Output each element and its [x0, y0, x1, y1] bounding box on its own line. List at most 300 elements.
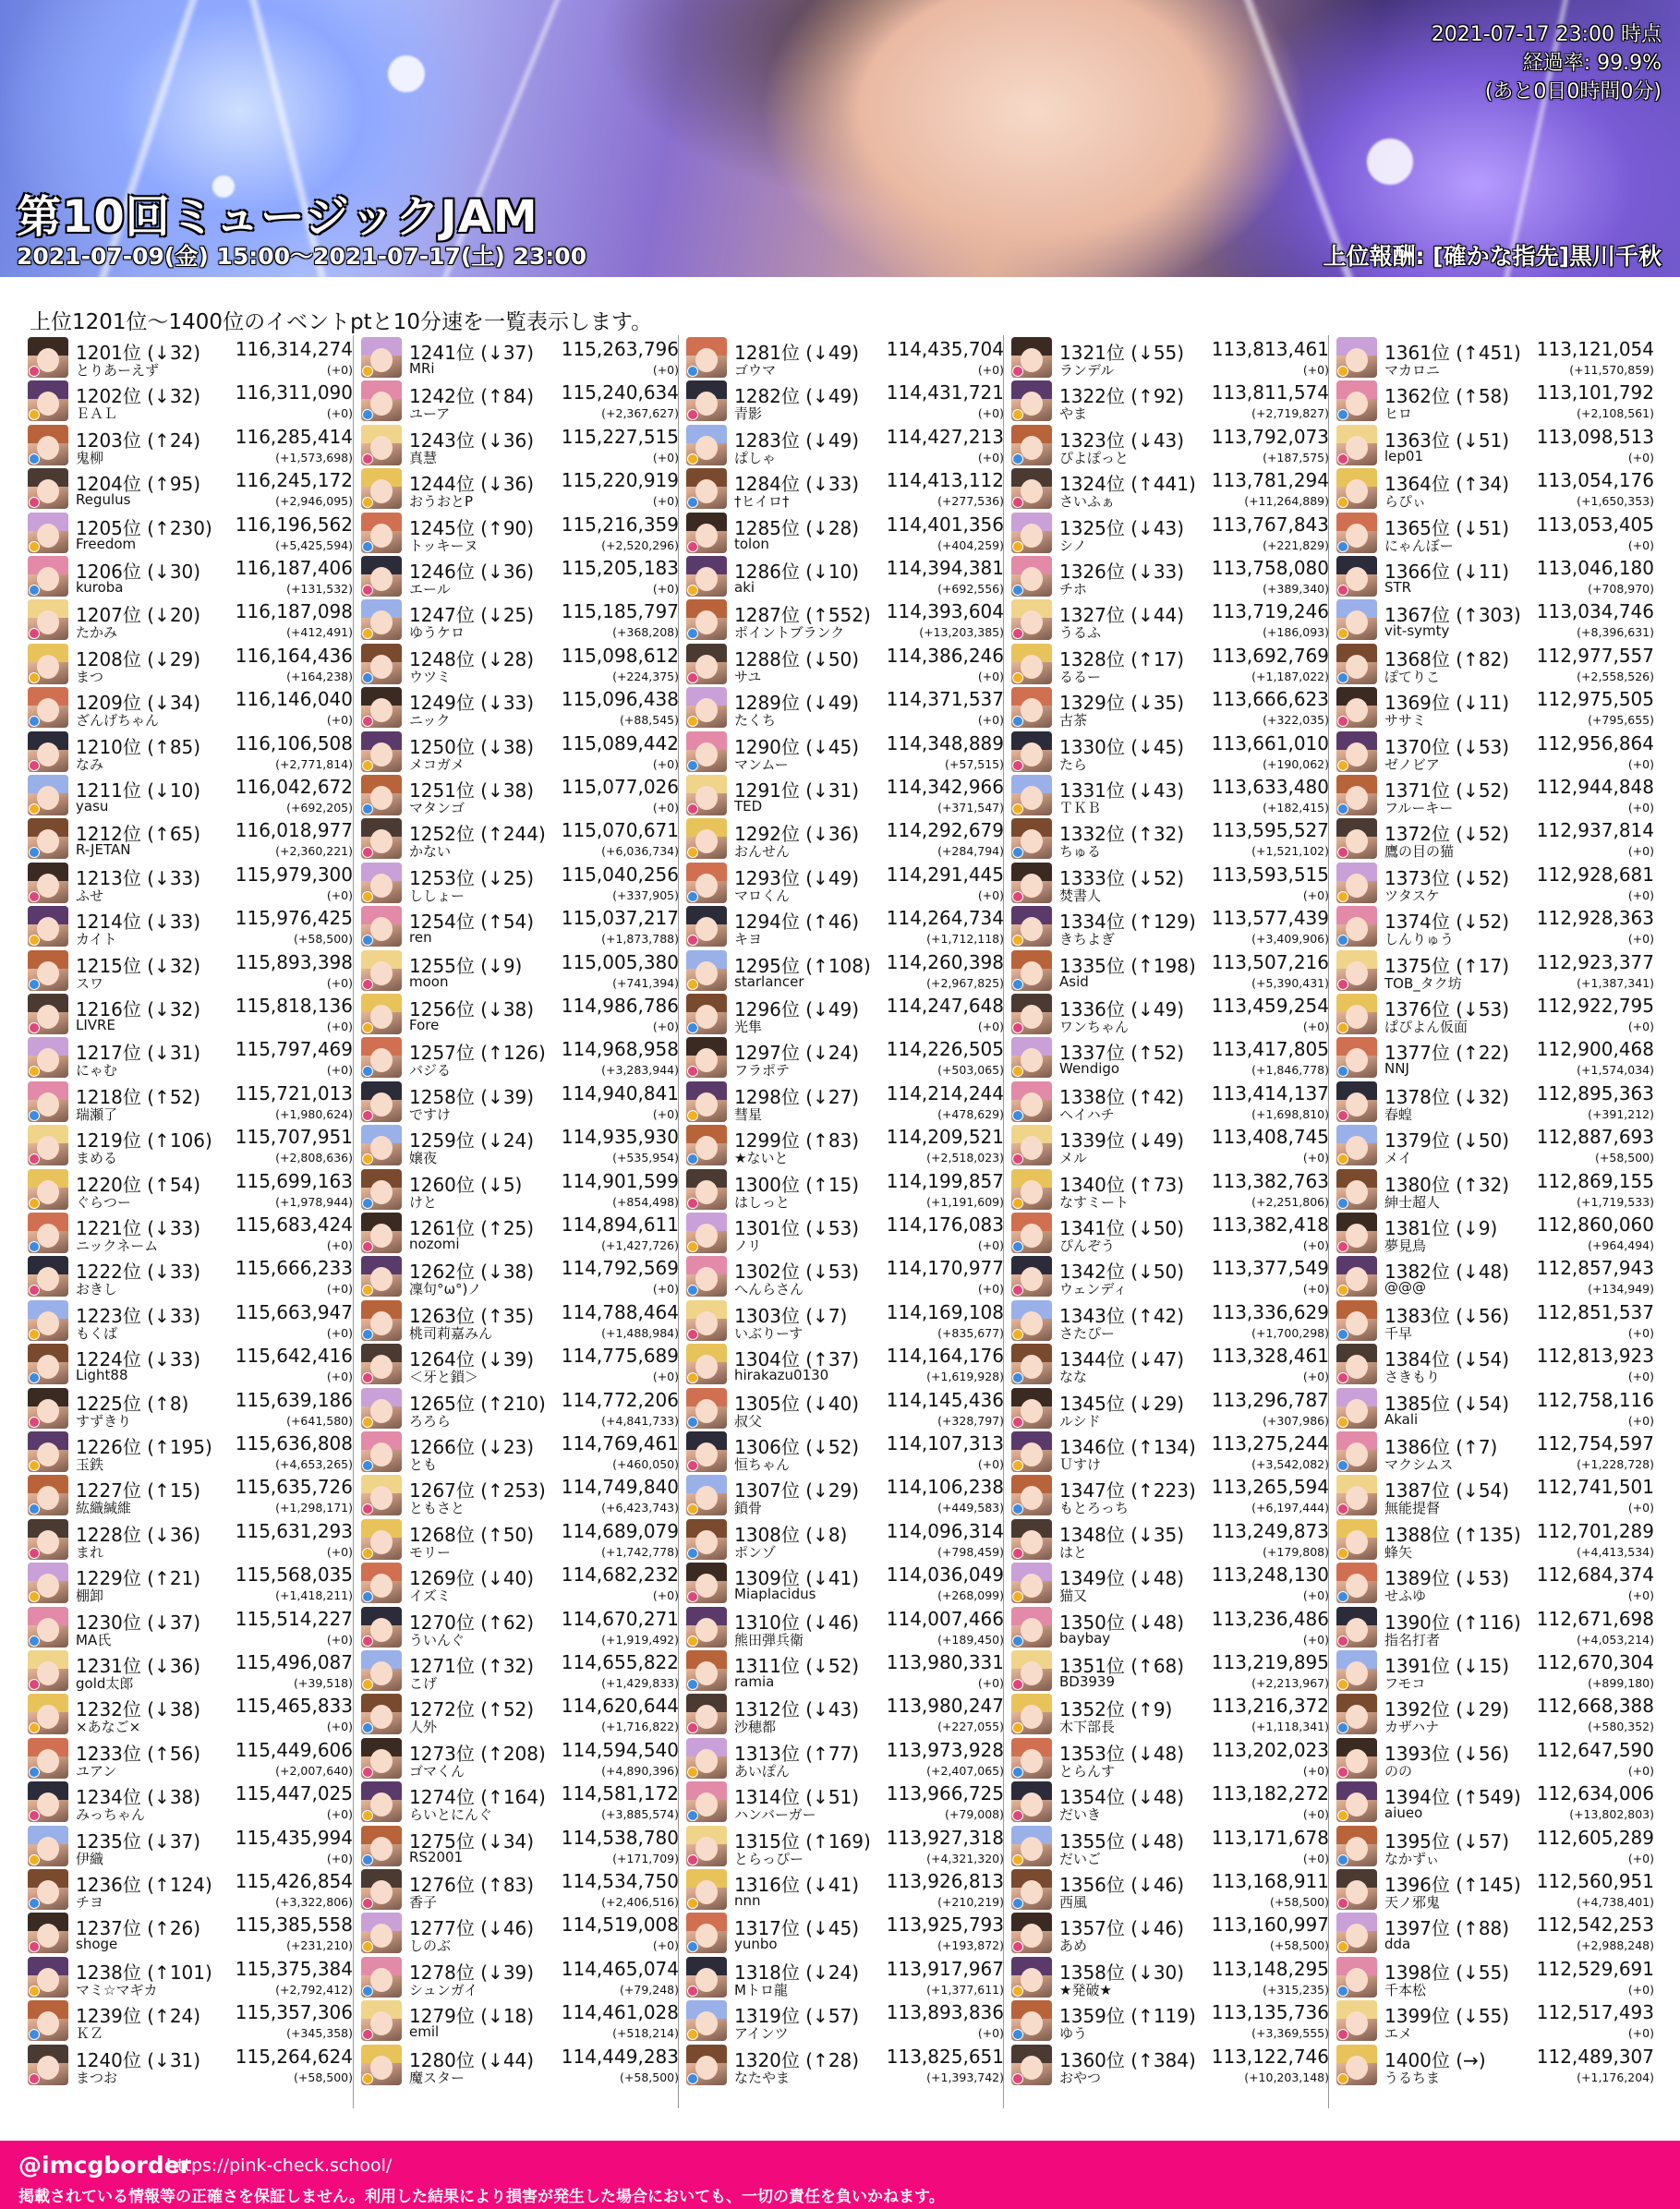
ranking-row — [28, 1035, 353, 1079]
idol-avatar-icon — [686, 1957, 727, 1998]
producer-name: Freedom — [76, 535, 137, 552]
producer-name: とりあーえず — [76, 362, 160, 379]
event-points: 113,216,372 — [1211, 1695, 1329, 1718]
attribute-badge-icon — [1012, 366, 1023, 377]
top-reward: 上位報酬: [確かな指先]黒川千秋 — [1323, 243, 1662, 270]
ranking-row — [686, 1605, 1004, 1648]
ten-minute-speed: (+0) — [326, 1851, 353, 1865]
idol-avatar-icon — [686, 425, 727, 465]
attribute-badge-icon — [362, 1417, 373, 1428]
producer-name: ふせ — [76, 887, 104, 904]
idol-avatar-icon — [1336, 1957, 1377, 1998]
rank-change: 1278位 (↓39) — [409, 1961, 535, 1984]
idol-avatar-icon — [28, 818, 68, 859]
ten-minute-speed: (+0) — [977, 2026, 1004, 2041]
producer-name: STR — [1384, 579, 1412, 596]
producer-name: なみ — [76, 755, 104, 773]
ten-minute-speed: (+227,055) — [937, 1720, 1004, 1734]
producer-name: 鷹の目の猫 — [1384, 843, 1455, 861]
rank-change: 1323位 (↓43) — [1059, 429, 1185, 452]
event-points: 113,122,746 — [1211, 2045, 1329, 2068]
attribute-badge-icon — [1012, 1417, 1023, 1428]
event-points: 115,666,233 — [235, 1257, 353, 1280]
ten-minute-speed: (+1,377,611) — [926, 1982, 1004, 1997]
event-points: 114,986,786 — [561, 995, 679, 1017]
rank-change: 1276位 (↑83) — [409, 1874, 535, 1896]
producer-name: 紘織緘維 — [76, 1500, 132, 1517]
rank-change: 1294位 (↑46) — [734, 911, 860, 934]
idol-avatar-icon — [686, 950, 727, 991]
idol-avatar-icon — [1011, 380, 1052, 421]
producer-name: ユアン — [76, 1762, 117, 1780]
ranking-row — [686, 1998, 1004, 2042]
rank-change: 1244位 (↓36) — [409, 473, 535, 496]
attribute-badge-icon — [687, 1372, 698, 1383]
rank-change: 1353位 (↓48) — [1059, 1742, 1185, 1765]
producer-name: カイト — [76, 931, 117, 948]
producer-name: RS2001 — [409, 1848, 464, 1865]
event-points: 115,642,416 — [235, 1345, 353, 1368]
producer-name: LIVRE — [76, 1017, 115, 1033]
idol-avatar-icon — [1336, 1213, 1377, 1253]
producer-name: おんせん — [734, 843, 791, 861]
idol-avatar-icon — [28, 425, 68, 465]
rank-change: 1322位 (↑92) — [1059, 385, 1185, 408]
idol-avatar-icon — [28, 380, 68, 421]
attribute-badge-icon — [1337, 1810, 1348, 1821]
rank-change: 1273位 (↑208) — [409, 1742, 546, 1765]
event-points: 115,683,424 — [235, 1213, 353, 1236]
ranking-row — [686, 1955, 1004, 1998]
producer-name: ニック — [409, 712, 451, 730]
attribute-badge-icon — [687, 1285, 698, 1296]
ten-minute-speed: (+798,459) — [937, 1544, 1004, 1559]
event-points: 113,781,294 — [1211, 469, 1329, 492]
attribute-badge-icon — [1337, 1503, 1348, 1515]
attribute-badge-icon — [362, 1986, 373, 1997]
ranking-row — [1011, 773, 1329, 816]
ranking-row — [1011, 1211, 1329, 1254]
idol-avatar-icon — [1011, 1125, 1052, 1165]
ranking-row — [28, 1692, 353, 1735]
rank-change: 1305位 (↓40) — [734, 1392, 860, 1415]
ranking-row — [1336, 335, 1654, 379]
event-points: 113,171,678 — [1211, 1826, 1329, 1849]
ten-minute-speed: (+0) — [326, 713, 353, 728]
event-points: 113,098,513 — [1536, 425, 1654, 448]
producer-name: ★発破★ — [1059, 1981, 1112, 1998]
ten-minute-speed: (+1,387,341) — [1577, 975, 1654, 990]
rank-change: 1387位 (↓54) — [1384, 1479, 1510, 1503]
ten-minute-speed: (+0) — [652, 1938, 679, 1953]
producer-name: 古茶 — [1059, 712, 1088, 730]
ten-minute-speed: (+2,108,561) — [1577, 406, 1654, 421]
event-points: 115,514,227 — [235, 1607, 353, 1630]
idol-avatar-icon — [686, 468, 727, 509]
event-points: 112,701,289 — [1536, 1519, 1654, 1542]
site-link[interactable]: https://pink-check.school/ — [166, 2155, 393, 2176]
attribute-badge-icon — [362, 628, 373, 639]
twitter-handle[interactable]: @imcgborder — [18, 2152, 191, 2179]
ranking-row — [1011, 642, 1329, 685]
ranking-row — [1336, 598, 1654, 641]
idol-avatar-icon — [686, 337, 727, 378]
attribute-badge-icon — [1012, 1941, 1023, 1952]
event-points: 115,096,438 — [561, 688, 679, 711]
rank-change: 1377位 (↑22) — [1384, 1042, 1510, 1065]
ranking-row — [361, 379, 679, 422]
rank-change: 1317位 (↓45) — [734, 1917, 860, 1940]
rank-change: 1386位 (↑7) — [1384, 1436, 1498, 1458]
idol-avatar-icon — [1011, 950, 1052, 991]
ten-minute-speed: (+179,808) — [1263, 1544, 1329, 1559]
attribute-badge-icon — [29, 672, 40, 683]
attribute-badge-icon — [687, 1022, 698, 1033]
producer-name: NNJ — [1384, 1060, 1409, 1078]
ten-minute-speed: (+13,203,385) — [919, 625, 1004, 640]
event-points: 114,655,822 — [561, 1651, 679, 1673]
ranking-row — [1336, 1605, 1654, 1648]
attribute-badge-icon — [1337, 672, 1348, 683]
ten-minute-speed: (+190,062) — [1263, 756, 1329, 771]
producer-name: ノリ — [734, 1237, 762, 1254]
rank-change: 1334位 (↑129) — [1059, 911, 1196, 934]
attribute-badge-icon — [1012, 1066, 1023, 1077]
attribute-badge-icon — [1337, 1854, 1348, 1865]
attribute-badge-icon — [1337, 760, 1348, 771]
event-points: 114,772,206 — [561, 1388, 679, 1411]
ranking-row — [28, 1561, 353, 1604]
event-points: 114,968,958 — [561, 1038, 679, 1061]
attribute-badge-icon — [362, 1153, 373, 1165]
producer-name: ポイントブランク — [734, 624, 845, 642]
ranking-column — [678, 335, 1003, 2108]
attribute-badge-icon — [29, 1110, 40, 1121]
rank-change: 1370位 (↓53) — [1384, 735, 1510, 758]
attribute-badge-icon — [362, 1372, 373, 1383]
ranking-row — [1336, 1692, 1654, 1735]
ranking-row — [361, 1473, 679, 1516]
ten-minute-speed: (+0) — [326, 975, 353, 990]
event-points: 113,148,295 — [1211, 1957, 1329, 1980]
ranking-row — [1011, 1298, 1329, 1342]
idol-avatar-icon — [686, 1256, 727, 1297]
ten-minute-speed: (+322,035) — [1263, 713, 1329, 728]
producer-name: @@@ — [1384, 1279, 1426, 1297]
producer-name: Akali — [1384, 1410, 1419, 1428]
idol-avatar-icon — [1011, 1037, 1052, 1078]
idol-avatar-icon — [361, 1388, 402, 1429]
producer-name: ゴウマ — [734, 362, 777, 379]
ten-minute-speed: (+0) — [977, 713, 1004, 728]
producer-name: アインツ — [734, 2025, 789, 2043]
ranking-row — [28, 904, 353, 948]
ranking-row — [686, 642, 1004, 685]
ten-minute-speed: (+3,542,082) — [1251, 1457, 1329, 1471]
producer-name: lep01 — [1384, 447, 1424, 465]
attribute-badge-icon — [687, 2029, 698, 2040]
ranking-row — [1336, 1473, 1654, 1516]
idol-avatar-icon — [1011, 1344, 1052, 1384]
event-points: 114,036,049 — [886, 1563, 1004, 1587]
ranking-row — [1011, 685, 1329, 729]
idol-avatar-icon — [28, 1125, 68, 1165]
attribute-badge-icon — [687, 1941, 698, 1952]
idol-avatar-icon — [1336, 1781, 1377, 1822]
idol-avatar-icon — [1336, 1125, 1377, 1165]
ranking-row — [686, 335, 1004, 379]
attribute-badge-icon — [1337, 1110, 1348, 1121]
ten-minute-speed: (+10,203,148) — [1244, 2070, 1329, 2084]
ranking-row — [1336, 1211, 1654, 1254]
idol-avatar-icon — [361, 1081, 402, 1122]
ten-minute-speed: (+0) — [652, 1020, 679, 1033]
ten-minute-speed: (+2,946,095) — [275, 494, 353, 509]
ten-minute-speed: (+0) — [326, 1020, 353, 1033]
producer-name: BD3939 — [1059, 1673, 1116, 1690]
attribute-badge-icon — [1337, 1591, 1348, 1602]
event-points: 114,176,083 — [886, 1213, 1004, 1236]
ranking-row — [1011, 511, 1329, 554]
idol-avatar-icon — [686, 1125, 727, 1165]
idol-avatar-icon — [28, 2045, 68, 2085]
idol-avatar-icon — [28, 556, 68, 597]
ranking-row — [686, 1211, 1004, 1254]
attribute-badge-icon — [1337, 1767, 1348, 1778]
ranking-row — [1336, 1298, 1654, 1342]
event-points: 114,935,930 — [561, 1126, 679, 1149]
ten-minute-speed: (+1,712,118) — [926, 932, 1004, 947]
event-points: 114,620,644 — [561, 1695, 679, 1718]
ten-minute-speed: (+0) — [1302, 1020, 1329, 1033]
producer-name: あいぽん — [734, 1762, 791, 1780]
rank-change: 1293位 (↓49) — [734, 866, 860, 889]
ten-minute-speed: (+518,214) — [612, 2026, 679, 2041]
attribute-badge-icon — [1337, 541, 1348, 552]
rank-change: 1389位 (↓53) — [1384, 1567, 1510, 1590]
event-points: 115,636,808 — [235, 1432, 353, 1455]
ten-minute-speed: (+1,574,034) — [1577, 1063, 1654, 1078]
producer-name: MA氏 — [76, 1631, 112, 1648]
attribute-badge-icon — [362, 1636, 373, 1647]
attribute-badge-icon — [1012, 497, 1023, 508]
event-points: 112,937,814 — [1536, 819, 1654, 842]
ten-minute-speed: (+0) — [1627, 844, 1654, 859]
event-points: 113,382,763 — [1211, 1169, 1329, 1192]
attribute-badge-icon — [1337, 1066, 1348, 1077]
producer-name: ういんぐ — [409, 1631, 465, 1648]
ranking-row — [361, 1780, 679, 1823]
idol-avatar-icon — [361, 1607, 402, 1648]
ranking-row — [361, 423, 679, 466]
rank-change: 1324位 (↑441) — [1059, 473, 1196, 496]
attribute-badge-icon — [687, 1241, 698, 1252]
ranking-row — [1336, 1386, 1654, 1430]
idol-avatar-icon — [361, 1519, 402, 1560]
rank-change: 1296位 (↓49) — [734, 998, 860, 1020]
rank-change: 1360位 (↑384) — [1059, 2048, 1196, 2071]
ten-minute-speed: (+0) — [652, 801, 679, 815]
ten-minute-speed: (+0) — [1302, 1632, 1329, 1647]
producer-name: まつ — [76, 668, 104, 685]
producer-name: 瑞瀬了 — [76, 1105, 118, 1123]
event-points: 113,275,244 — [1211, 1432, 1329, 1455]
rank-change: 1239位 (↑24) — [76, 2005, 201, 2028]
event-points: 114,465,074 — [561, 1957, 679, 1980]
rank-change: 1385位 (↓54) — [1384, 1392, 1510, 1415]
ten-minute-speed: (+0) — [326, 363, 353, 377]
attribute-badge-icon — [687, 1066, 698, 1077]
event-points: 112,670,304 — [1536, 1651, 1654, 1673]
ten-minute-speed: (+1,298,171) — [275, 1501, 353, 1515]
ten-minute-speed: (+345,358) — [286, 2026, 353, 2041]
ranking-row — [1011, 1517, 1329, 1561]
attribute-badge-icon — [362, 2073, 373, 2084]
producer-name: Miaplacidus — [734, 1586, 816, 1603]
rank-change: 1318位 (↓24) — [734, 1961, 860, 1984]
attribute-badge-icon — [687, 1898, 698, 1909]
producer-name: Light88 — [76, 1367, 128, 1384]
event-points: 113,593,515 — [1211, 863, 1329, 886]
event-points: 113,249,873 — [1211, 1519, 1329, 1542]
producer-name: 香子 — [409, 1894, 438, 1911]
event-points: 114,164,176 — [886, 1345, 1004, 1368]
idol-avatar-icon — [28, 1256, 68, 1297]
idol-avatar-icon — [28, 1607, 68, 1648]
ten-minute-speed: (+4,053,214) — [1577, 1632, 1654, 1647]
producer-name: ゆうケロ — [409, 624, 465, 642]
rank-change: 1201位 (↓32) — [76, 342, 201, 364]
producer-name: 熊田弾兵衛 — [734, 1631, 804, 1648]
rank-change: 1354位 (↓48) — [1059, 1786, 1185, 1809]
ten-minute-speed: (+0) — [326, 1063, 353, 1078]
rank-change: 1259位 (↓24) — [409, 1129, 535, 1153]
ten-minute-speed: (+4,890,396) — [601, 1763, 679, 1778]
idol-avatar-icon — [28, 1475, 68, 1515]
ten-minute-speed: (+835,677) — [937, 1325, 1004, 1340]
ten-minute-speed: (+0) — [1627, 1763, 1654, 1778]
ranking-row — [1011, 1605, 1329, 1648]
rank-change: 1396位 (↑145) — [1384, 1874, 1521, 1896]
attribute-badge-icon — [29, 1722, 40, 1733]
idol-avatar-icon — [1011, 1781, 1052, 1822]
event-points: 116,106,508 — [235, 731, 353, 754]
ranking-row — [361, 1998, 679, 2042]
producer-name: 魔スター — [409, 2069, 465, 2086]
event-points: 112,900,468 — [1536, 1038, 1654, 1061]
attribute-badge-icon — [29, 497, 40, 508]
attribute-badge-icon — [1012, 935, 1023, 946]
rank-change: 1332位 (↑32) — [1059, 823, 1185, 846]
rank-change: 1394位 (↑549) — [1384, 1786, 1521, 1809]
event-points: 115,797,469 — [235, 1038, 353, 1061]
attribute-badge-icon — [1337, 1722, 1348, 1733]
ten-minute-speed: (+0) — [1627, 450, 1654, 465]
producer-name: dda — [1384, 1936, 1411, 1953]
rank-change: 1393位 (↓56) — [1384, 1742, 1510, 1765]
rank-change: 1347位 (↑223) — [1059, 1479, 1196, 1503]
rank-change: 1327位 (↓44) — [1059, 604, 1185, 627]
event-points: 115,264,624 — [235, 2045, 353, 2068]
rank-change: 1225位 (↑8) — [76, 1392, 189, 1415]
ranking-row — [1011, 1561, 1329, 1604]
ranking-row — [686, 773, 1004, 816]
event-points: 114,435,704 — [886, 338, 1004, 360]
event-points: 114,260,398 — [886, 950, 1004, 973]
producer-name: にゃむ — [76, 1062, 117, 1080]
ten-minute-speed: (+13,802,803) — [1569, 1807, 1654, 1822]
ranking-row — [1336, 466, 1654, 510]
producer-name: さいふぁ — [1059, 493, 1116, 511]
producer-name: スワ — [76, 974, 104, 992]
idol-avatar-icon — [1011, 687, 1052, 728]
producer-name: gold太郎 — [76, 1675, 134, 1692]
ranking-row — [361, 1430, 679, 1473]
attribute-badge-icon — [1337, 1329, 1348, 1340]
event-points: 114,519,008 — [561, 1913, 679, 1937]
attribute-badge-icon — [362, 803, 373, 815]
idol-avatar-icon — [1011, 1213, 1052, 1253]
rank-change: 1226位 (↑195) — [76, 1436, 212, 1458]
ten-minute-speed: (+641,580) — [286, 1413, 353, 1428]
idol-avatar-icon — [1011, 906, 1052, 947]
producer-name: はしっと — [734, 1193, 791, 1211]
producer-name: さたぴー — [1059, 1324, 1116, 1342]
producer-name: ぴよぽっと — [1059, 449, 1130, 466]
rank-change: 1258位 (↓39) — [409, 1085, 535, 1108]
ten-minute-speed: (+0) — [1627, 1325, 1654, 1340]
ranking-row — [361, 773, 679, 816]
rank-change: 1340位 (↑73) — [1059, 1173, 1185, 1196]
rank-change: 1339位 (↓49) — [1059, 1129, 1185, 1153]
ranking-row — [361, 642, 679, 685]
ranking-row — [686, 948, 1004, 992]
idol-avatar-icon — [686, 1650, 727, 1691]
ten-minute-speed: (+307,986) — [1263, 1413, 1329, 1428]
producer-name: カザハナ — [1384, 1719, 1440, 1736]
idol-avatar-icon — [361, 1957, 402, 1998]
idol-avatar-icon — [1011, 513, 1052, 553]
ranking-row — [28, 379, 353, 422]
attribute-badge-icon — [362, 979, 373, 990]
attribute-badge-icon — [1012, 1460, 1023, 1471]
idol-avatar-icon — [28, 731, 68, 772]
rank-change: 1279位 (↓18) — [409, 2005, 535, 2028]
ten-minute-speed: (+535,954) — [612, 1151, 679, 1165]
ten-minute-speed: (+0) — [1627, 1851, 1654, 1865]
event-points: 113,160,997 — [1211, 1913, 1329, 1937]
attribute-badge-icon — [362, 585, 373, 596]
ranking-row — [1011, 2043, 1329, 2086]
idol-avatar-icon — [686, 863, 727, 903]
producer-name: まつお — [76, 2069, 118, 2086]
idol-avatar-icon — [686, 1475, 727, 1515]
ranking-row — [28, 1342, 353, 1385]
rank-change: 1295位 (↑108) — [734, 954, 871, 977]
event-points: 113,101,792 — [1536, 381, 1654, 404]
event-points: 114,209,521 — [886, 1126, 1004, 1149]
idol-avatar-icon — [1011, 818, 1052, 859]
event-points: 114,386,246 — [886, 644, 1004, 667]
rank-change: 1355位 (↓48) — [1059, 1829, 1185, 1853]
rank-change: 1373位 (↓52) — [1384, 866, 1510, 889]
event-points: 113,925,793 — [886, 1913, 1004, 1937]
rank-change: 1245位 (↑90) — [409, 516, 535, 539]
ranking-row — [686, 379, 1004, 422]
rank-change: 1283位 (↓49) — [734, 429, 860, 452]
event-points: 112,813,923 — [1536, 1345, 1654, 1368]
producer-name: さきもり — [1384, 1369, 1441, 1386]
